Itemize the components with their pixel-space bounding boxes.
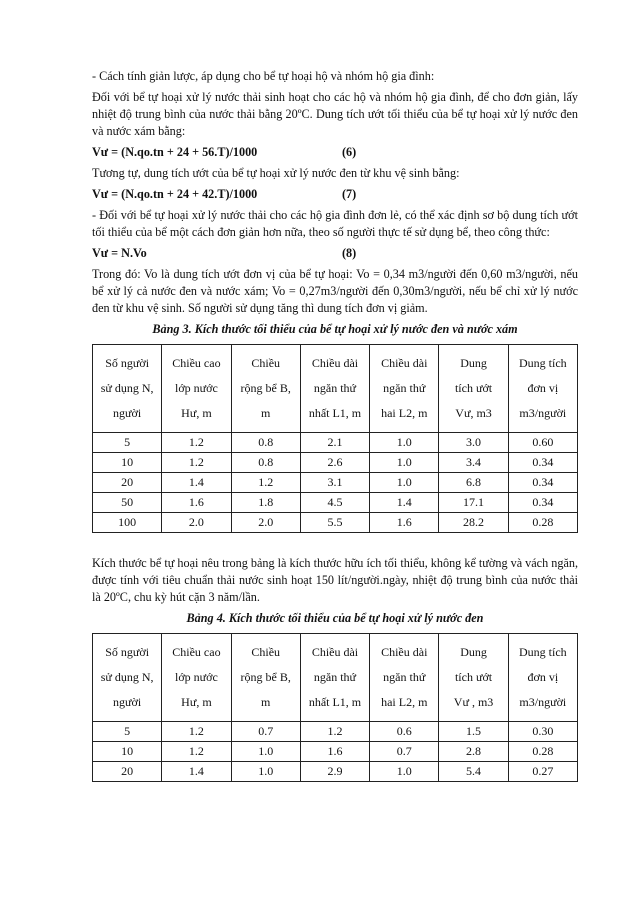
table-cell: 0.34: [508, 493, 577, 513]
table-cell: 1.4: [370, 493, 439, 513]
column-header-line: sử dụng N,: [100, 381, 154, 395]
column-header-line: Số người: [105, 356, 150, 370]
table-row: [93, 762, 578, 782]
formula-8-number: (8): [342, 246, 357, 260]
table-4-caption: Bảng 4. Kích thước tối thiểu của bể tự hoại xử lý nước đen: [186, 611, 484, 625]
column-header-line: nhất L1, m: [308, 406, 362, 420]
table-cell: 3.1: [300, 473, 369, 493]
table-cell: 5: [93, 433, 162, 453]
column-header-line: lớp nước: [174, 670, 218, 684]
column-header-line: Vư, m3: [455, 406, 492, 420]
table-cell: 0.8: [231, 453, 300, 473]
table-cell: 28.2: [439, 513, 508, 533]
column-header-line: m3/người: [519, 695, 567, 709]
table-cell: 1.4: [162, 473, 231, 493]
table-cell: 6.8: [439, 473, 508, 493]
column-header-line: đơn vị: [527, 381, 559, 395]
table-cell: 1.5: [439, 722, 508, 742]
table-row: [93, 722, 578, 742]
column-header-line: Chiều dài: [311, 356, 359, 370]
table-4-body: [93, 722, 578, 782]
table-cell: 5.5: [300, 513, 369, 533]
column-header-line: lớp nước: [174, 381, 218, 395]
table-3-header-row: [93, 345, 578, 433]
column-header-line: hai L2, m: [381, 695, 428, 709]
column-header-line: hai L2, m: [381, 406, 428, 420]
formula-8: [92, 245, 578, 262]
table-cell: 0.7: [370, 742, 439, 762]
table-cell: 2.9: [300, 762, 369, 782]
paragraph-4: Trong đó: Vo là dung tích ướt đơn vị của bể tự hoại: Vo = 0,34 m3/người đến 0,60 m3/người, nếu bể xử lý cả nước đen và nước xám; Vo = 0,27m3/người đến 0,30m3/người, nếu bể chỉ xử lý nước đen từ khu vệ sinh. Số người sử dụng tăng thì dung tích đơn vị giảm.: [92, 267, 578, 315]
table-cell: 1.2: [162, 433, 231, 453]
formula-8-expression: Vư = N.Vo: [92, 246, 147, 260]
table-row: [93, 473, 578, 493]
table-cell: 1.2: [300, 722, 369, 742]
table-cell: 1.2: [231, 473, 300, 493]
column-header: [162, 634, 231, 722]
column-header-line: ngăn thứ: [313, 381, 357, 395]
table-cell: 20: [93, 762, 162, 782]
table-cell: 2.1: [300, 433, 369, 453]
column-header-line: ngăn thứ: [313, 670, 357, 684]
paragraph-1: Đối với bể tự hoại xử lý nước thải sinh hoạt cho các hộ và nhóm hộ gia đình, để cho đơn giản, lấy nhiệt độ trung bình của nước thải bằng 20ºC. Dung tích ướt tối thiểu của bể tự hoại xử lý nước đen và nước xám bằng:: [92, 90, 578, 138]
table-cell: 1.6: [300, 742, 369, 762]
table-4: [92, 633, 578, 782]
table-cell: 0.27: [508, 762, 577, 782]
column-header-line: Dung tích: [519, 645, 567, 659]
table-cell: 50: [93, 493, 162, 513]
column-header-line: tích ướt: [454, 381, 493, 395]
column-header-line: Dung tích: [519, 356, 567, 370]
table-3-body: [93, 433, 578, 533]
formula-6-number: (6): [342, 145, 357, 159]
formula-6-expression: Vư = (N.qo.tn + 24 + 56.T)/1000: [92, 145, 258, 159]
column-header: [162, 345, 231, 433]
table-cell: 0.60: [508, 433, 577, 453]
table-cell: 100: [93, 513, 162, 533]
intro-line: - Cách tính giản lược, áp dụng cho bể tự hoại hộ và nhóm hộ gia đình:: [92, 69, 435, 83]
paragraph-5: Kích thước bể tự hoại nêu trong bảng là kích thước hữu ích tối thiểu, không kể tường và vách ngăn, được tính với tiêu chuẩn thải nước sinh hoạt 150 lít/người.ngày, nhiệt độ trung bình của nước thải là 20ºC, chu kỳ hút cặn 3 năm/lần.: [92, 556, 578, 604]
table-cell: 1.2: [162, 453, 231, 473]
paragraph-3: - Đối với bể tự hoại xử lý nước thải cho các hộ gia đình đơn lẻ, có thể xác định sơ bộ dung tích ướt tối thiểu của bể một cách đơn giản hơn nữa, theo số người thực tế sử dụng bể, theo công thức:: [92, 208, 578, 239]
table-cell: 2.6: [300, 453, 369, 473]
formula-7-number: (7): [342, 187, 357, 201]
column-header-line: Chiều: [251, 356, 281, 370]
column-header-line: m: [261, 406, 271, 420]
table-cell: 0.34: [508, 473, 577, 493]
table-cell: 1.0: [370, 473, 439, 493]
table-cell: 2.8: [439, 742, 508, 762]
column-header-line: tích ướt: [454, 670, 493, 684]
document-page: [92, 68, 578, 782]
table-cell: 17.1: [439, 493, 508, 513]
column-header: [300, 634, 369, 722]
column-header-line: Chiều cao: [172, 645, 221, 659]
table-row: [93, 453, 578, 473]
table-cell: 2.0: [231, 513, 300, 533]
column-header-line: người: [113, 695, 142, 709]
column-header-line: m3/người: [519, 406, 567, 420]
column-header-line: ngăn thứ: [383, 670, 426, 684]
table-cell: 5: [93, 722, 162, 742]
column-header: [93, 634, 162, 722]
table-cell: 1.6: [370, 513, 439, 533]
column-header: [300, 345, 369, 433]
formula-7: [92, 186, 578, 203]
table-4-header-row: [93, 634, 578, 722]
column-header-line: Số người: [105, 645, 150, 659]
table-cell: 3.0: [439, 433, 508, 453]
column-header-line: Chiều dài: [381, 356, 428, 370]
column-header-line: ngăn thứ: [383, 381, 426, 395]
table-cell: 10: [93, 453, 162, 473]
column-header-line: Chiều cao: [172, 356, 221, 370]
table-row: [93, 513, 578, 533]
table-cell: 4.5: [300, 493, 369, 513]
column-header-line: Vư , m3: [453, 695, 494, 709]
column-header: [439, 634, 508, 722]
table-cell: 0.8: [231, 433, 300, 453]
table-row: [93, 433, 578, 453]
table-cell: 0.30: [508, 722, 577, 742]
table-cell: 0.28: [508, 742, 577, 762]
paragraph-2: Tương tự, dung tích ướt của bể tự hoại xử lý nước đen từ khu vệ sinh bằng:: [92, 166, 460, 180]
table-cell: 1.0: [370, 762, 439, 782]
column-header-line: Hư, m: [181, 695, 212, 709]
column-header-line: rộng bể B,: [240, 670, 291, 684]
column-header: [93, 345, 162, 433]
table-cell: 1.0: [370, 453, 439, 473]
column-header-line: sử dụng N,: [100, 670, 154, 684]
table-cell: 5.4: [439, 762, 508, 782]
table-cell: 1.0: [370, 433, 439, 453]
column-header: [370, 634, 439, 722]
column-header-line: nhất L1, m: [308, 695, 362, 709]
column-header: [508, 345, 577, 433]
table-cell: 1.4: [162, 762, 231, 782]
column-header-line: rộng bể B,: [240, 381, 291, 395]
column-header: [508, 634, 577, 722]
column-header: [439, 345, 508, 433]
table-cell: 1.0: [231, 762, 300, 782]
table-cell: 3.4: [439, 453, 508, 473]
table-cell: 0.34: [508, 453, 577, 473]
table-3: [92, 344, 578, 533]
formula-7-expression: Vư = (N.qo.tn + 24 + 42.T)/1000: [92, 187, 258, 201]
column-header-line: Hư, m: [181, 406, 212, 420]
table-cell: 1.8: [231, 493, 300, 513]
table-3-caption: Bảng 3. Kích thước tối thiểu của bể tự hoại xử lý nước đen và nước xám: [152, 322, 518, 336]
table-cell: 0.7: [231, 722, 300, 742]
column-header: [370, 345, 439, 433]
table-cell: 1.0: [231, 742, 300, 762]
column-header-line: Chiều: [251, 645, 281, 659]
table-cell: 1.2: [162, 722, 231, 742]
table-cell: 0.28: [508, 513, 577, 533]
table-cell: 0.6: [370, 722, 439, 742]
column-header-line: đơn vị: [527, 670, 559, 684]
table-cell: 2.0: [162, 513, 231, 533]
column-header-line: Dung: [460, 356, 487, 370]
formula-6: [92, 144, 578, 161]
column-header-line: người: [113, 406, 142, 420]
table-row: [93, 742, 578, 762]
column-header-line: m: [261, 695, 271, 709]
table-cell: 1.2: [162, 742, 231, 762]
column-header: [231, 634, 300, 722]
table-row: [93, 493, 578, 513]
column-header: [231, 345, 300, 433]
column-header-line: Chiều dài: [311, 645, 359, 659]
table-cell: 1.6: [162, 493, 231, 513]
table-cell: 10: [93, 742, 162, 762]
table-cell: 20: [93, 473, 162, 493]
column-header-line: Dung: [460, 645, 487, 659]
column-header-line: Chiều dài: [381, 645, 428, 659]
